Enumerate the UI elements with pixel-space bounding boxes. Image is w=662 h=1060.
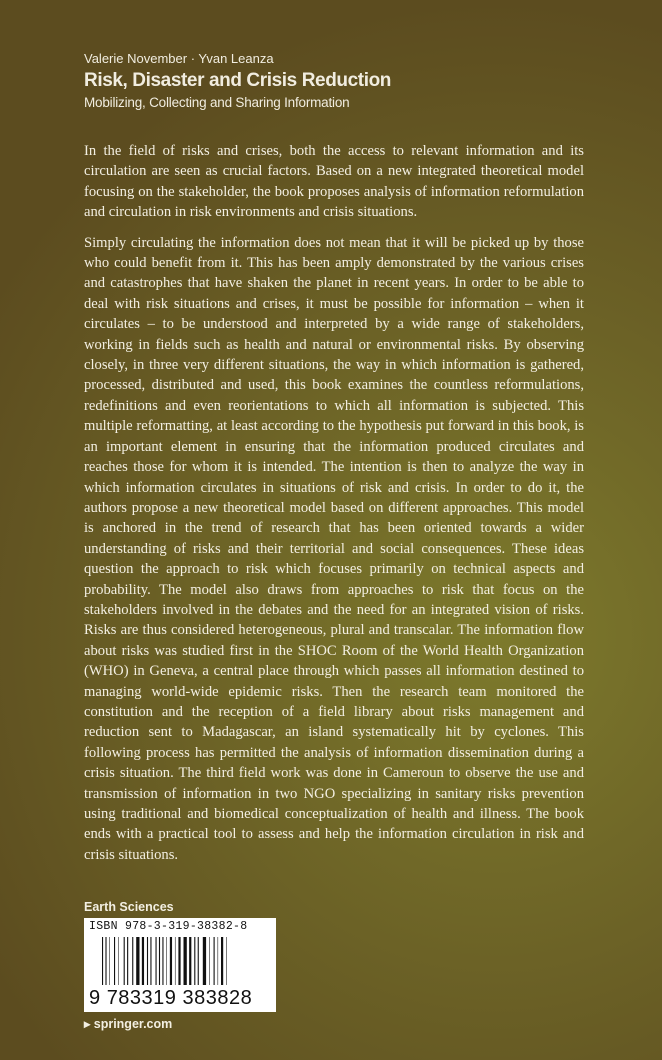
- barcode-bar: [114, 937, 115, 985]
- book-title: Risk, Disaster and Crisis Reduction: [84, 70, 391, 91]
- book-subtitle: Mobilizing, Collecting and Sharing Information: [84, 95, 350, 110]
- barcode-bar: [124, 937, 125, 985]
- barcode-bar: [218, 937, 219, 985]
- series-name: Earth Sciences: [84, 900, 174, 915]
- publisher-website[interactable]: ▸ springer.com: [84, 1017, 173, 1032]
- barcode-bar: [226, 937, 227, 985]
- barcode-bar: [156, 937, 157, 985]
- barcode-bar: [170, 937, 172, 985]
- blurb: [84, 141, 584, 875]
- blurb-paragraph: Simply circulating the information does not mean that it will be picked up by those who could benefit from it. This has been amply demonstrated by the various crises and catastrophes that have shaken the planet in recent years. In order to be able to deal with risk situations and crises, it must be possible for information – when it circulates – to be understood and interpreted by a wide range of stakeholders, working in fields such as health and natural or environmental risks. By observing closely, in three very different situations, the way in which information is gathered, processed, distributed and used, this book examines the countless reformulations, redefinitions and even reorientations to which all information is subjected. This multiple reformatting, at least according to the hypothesis put forward in this book, is an important element in ensuring that the information produced circulates and reaches those for whom it is intended. The intention is then to analyze the way in which information circulates in situations of risk and crisis. In order to do it, the authors propose a new theoretical model based on different approaches. This model is anchored in the trend of research that has been oriented towards a wider understanding of risks and their territorial and social consequences. These ideas question the approach to risk which focuses primarily on technical aspects and probability. The model also draws from approaches to risk that focus on the stakeholders involved in the debates and the need for an integrated vision of risks. Risks are thus considered heterogeneous, plural and transcalar. The information flow about risks was studied first in the SHOC Room of the World Health Organization (WHO) in Geneva, a central place through which passes all information destined to managing world-wide epidemic risks. Then the research team monitored the constitution and the reception of a field library about risks management and reduction sent to Madagascar, an island systematically hit by cyclones. This following process has permitted the analysis of information dissemination during a crisis situation. The third field work was done in Cameroun to observe the use and transmission of information in two NGO specializing in sanitary risks prevention using traditional and biomedical conceptualization of health and illness. The book ends with a practical tool to assess and help the information circulation in risk and crisis situations.: [84, 234, 584, 863]
- barcode-bar: [189, 937, 191, 985]
- barcode-bar: [198, 937, 199, 985]
- barcode-bar: [194, 937, 195, 985]
- barcode-bar: [127, 937, 128, 985]
- barcode-bar: [136, 937, 139, 985]
- barcode-bar: [150, 937, 151, 985]
- cover-header: [84, 50, 584, 111]
- authors: Valerie November · Yvan Leanza: [84, 51, 274, 66]
- blurb-paragraph: In the field of risks and crises, both the access to relevant information and its circulation are seen as crucial factors. Based on a new integrated theoretical model focusing on the stakeholder, the book proposes analysis of information reformulation and circulation in risk environments and crisis situations.: [84, 143, 584, 221]
- barcode-bar: [118, 937, 119, 985]
- barcode-bar: [102, 937, 103, 985]
- barcode-bar: [221, 937, 223, 985]
- cover-footer: [84, 875, 584, 1032]
- isbn-barcode: [84, 918, 276, 1012]
- barcode-bar: [105, 937, 106, 985]
- barcode-bar: [166, 937, 167, 985]
- barcode-bar: [214, 937, 215, 985]
- barcode-bar: [175, 937, 176, 985]
- barcode-bars: [102, 937, 262, 985]
- barcode-bar: [178, 937, 180, 985]
- barcode-bar: [184, 937, 187, 985]
- barcode-bar: [203, 937, 206, 985]
- barcode-number: 783319 383828: [106, 987, 253, 1010]
- barcode-bar: [132, 937, 133, 985]
- barcode-bar: [209, 937, 210, 985]
- barcode-bar: [109, 937, 110, 985]
- barcode-bar: [142, 937, 144, 985]
- barcode-prefix: 9: [89, 987, 101, 1010]
- barcode-digits: [89, 986, 252, 1010]
- barcode-bar: [162, 937, 163, 985]
- barcode-bar: [147, 937, 148, 985]
- isbn-label: ISBN 978-3-319-38382-8: [89, 920, 248, 934]
- barcode-bar: [159, 937, 160, 985]
